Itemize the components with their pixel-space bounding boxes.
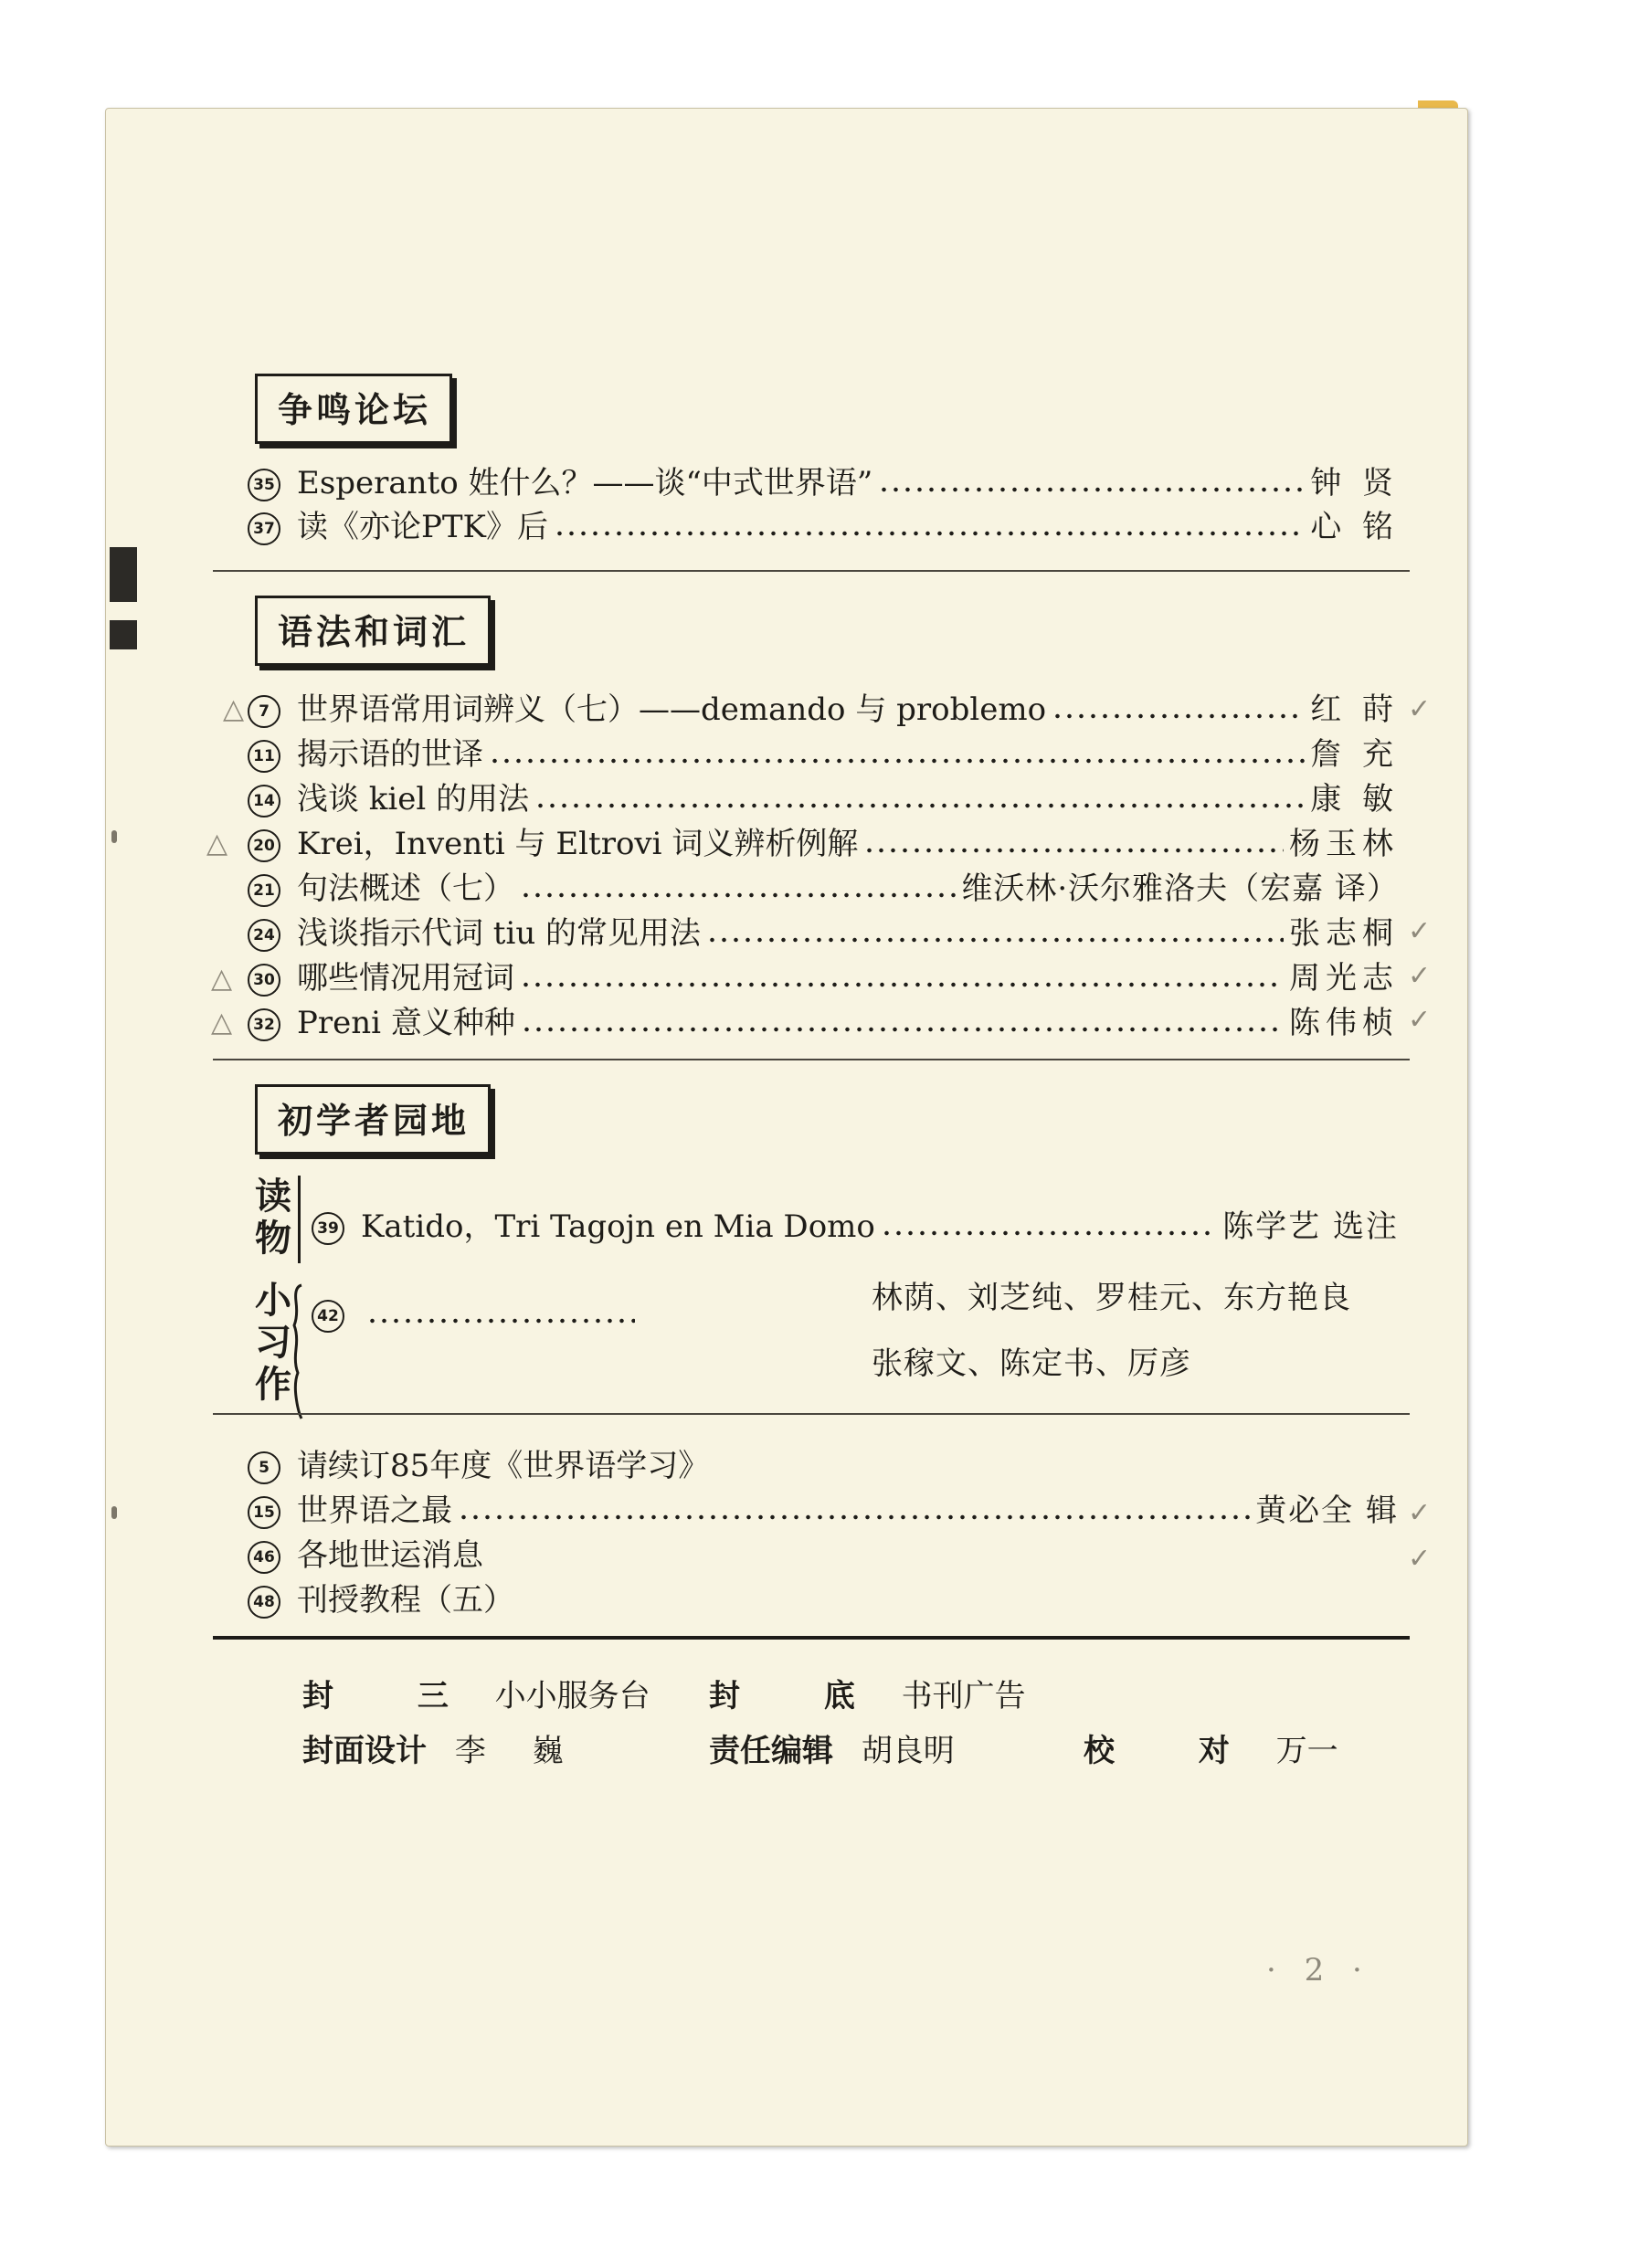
credit-cover3	[302, 1671, 650, 1715]
credit-label: 封 底	[709, 1678, 892, 1714]
toc-entry[interactable]	[248, 774, 1399, 818]
page-number-badge: 7	[248, 695, 280, 728]
page-number-badge: 42	[312, 1300, 344, 1333]
credit-value: 书刊广告	[901, 1678, 1026, 1714]
credit-value: 李 巍	[454, 1733, 582, 1769]
toc-entry[interactable]	[248, 729, 1399, 773]
pencil-mark: ✓	[1408, 1497, 1432, 1529]
entry-author: 黄必全 辑	[1255, 1493, 1399, 1529]
pencil-mark: ✓	[1408, 1004, 1432, 1036]
writing-authors-line: 林荫、刘芝纯、罗桂元、东方艳良	[872, 1280, 1351, 1316]
toc-entry[interactable]	[248, 501, 1399, 545]
toc-entry[interactable]	[248, 458, 1399, 501]
entry-author: 钟 贤	[1310, 465, 1399, 501]
writing-authors-line: 张稼文、陈定书、厉彦	[872, 1345, 1191, 1382]
page-number: · 2 ·	[1266, 1952, 1371, 1988]
pencil-mark: △	[223, 693, 245, 725]
pencil-mark: ✓	[1408, 960, 1432, 992]
leader-dots	[881, 1229, 1217, 1237]
page-number-badge: 39	[312, 1212, 344, 1245]
section-heading-grammar: 语法和词汇	[255, 596, 491, 666]
credit-value: 小小服务台	[494, 1678, 650, 1714]
toc-entry[interactable]	[312, 1303, 640, 1347]
toc-entry[interactable]	[248, 863, 1399, 907]
toc-entry[interactable]	[248, 684, 1399, 728]
leader-dots	[458, 1514, 1250, 1521]
toc-entry[interactable]	[248, 1485, 1399, 1529]
pencil-mark: ✓	[1408, 915, 1432, 947]
entry-title: 读《亦论PTK》后	[297, 509, 548, 545]
pencil-mark: △	[206, 828, 228, 860]
entry-title: Esperanto 姓什么？——谈“中式世界语”	[297, 465, 873, 501]
section-divider	[213, 570, 1410, 572]
leader-dots	[489, 757, 1305, 765]
leader-dots	[534, 802, 1305, 809]
credit-editor	[709, 1725, 955, 1770]
leader-dots	[1052, 712, 1305, 720]
entry-author: 杨玉林	[1289, 826, 1399, 862]
page-number-badge: 30	[248, 964, 280, 997]
section-heading-beginners: 初学者园地	[255, 1084, 491, 1155]
toc-entry[interactable]	[248, 1575, 1399, 1619]
writing-label: 小习作	[255, 1280, 291, 1406]
entry-title: 世界语之最	[297, 1493, 452, 1529]
credit-value: 胡良明	[861, 1733, 955, 1769]
pencil-mark: △	[211, 1007, 233, 1039]
leader-dots	[366, 1317, 635, 1324]
page-number-badge: 37	[248, 512, 280, 545]
leader-dots	[520, 981, 1284, 988]
section-heading-debate: 争鸣论坛	[255, 374, 452, 444]
contents-page	[105, 108, 1468, 2147]
toc-entry[interactable]	[248, 1440, 1399, 1484]
toc-entry[interactable]	[248, 953, 1399, 997]
page-number-badge: 21	[248, 874, 280, 907]
entry-title: Katido，Tri Tagojn en Mia Domo	[361, 1208, 875, 1245]
leader-dots	[878, 486, 1305, 493]
reading-bracket	[298, 1176, 301, 1263]
entry-title: 揭示语的世译	[297, 736, 483, 773]
page-number-badge: 20	[248, 829, 280, 862]
entry-title: 浅谈指示代词 tiu 的常见用法	[297, 915, 702, 952]
credits-divider	[213, 1636, 1410, 1640]
entry-author: 心 铭	[1310, 509, 1399, 545]
edge-print-mark	[110, 547, 137, 602]
entry-title: 哪些情况用冠词	[297, 960, 514, 997]
entry-author: 张志桐	[1289, 915, 1399, 952]
credit-label: 责任编辑	[709, 1733, 833, 1769]
reading-label: 读物	[255, 1176, 291, 1260]
entry-author: 周光志	[1289, 960, 1399, 997]
credit-label: 封 三	[302, 1678, 485, 1714]
entry-author: 红 莳	[1310, 691, 1399, 728]
leader-dots	[520, 891, 956, 899]
page-number-badge: 35	[248, 469, 280, 501]
entry-title: Krei，Inventi 与 Eltrovi 词义辨析例解	[297, 826, 859, 862]
pencil-mark: ✓	[1408, 693, 1432, 725]
brace-icon	[291, 1283, 305, 1420]
page-number-badge: 48	[248, 1586, 280, 1619]
binding-hole	[111, 830, 117, 843]
binding-hole	[111, 1506, 117, 1519]
pencil-mark: ✓	[1408, 1543, 1432, 1575]
page-number-badge: 5	[248, 1451, 280, 1484]
toc-entry[interactable]	[248, 818, 1399, 862]
credit-back-cover	[709, 1671, 1026, 1715]
page-number-badge: 46	[248, 1541, 280, 1574]
entry-author: 陈学艺 选注	[1222, 1208, 1399, 1245]
section-divider	[213, 1413, 1410, 1415]
page-number-badge: 14	[248, 785, 280, 818]
page-number-badge: 15	[248, 1496, 280, 1529]
pencil-mark: △	[211, 963, 233, 995]
toc-entry[interactable]	[312, 1201, 1399, 1245]
page-number-badge: 32	[248, 1008, 280, 1041]
entry-title: 刊授教程（五）	[297, 1582, 514, 1619]
credit-value: 万一	[1275, 1733, 1338, 1769]
entry-title: 句法概述（七）	[297, 870, 514, 907]
section-divider	[213, 1059, 1410, 1060]
leader-dots	[863, 847, 1284, 854]
entry-title: 世界语常用词辨义（七）——demando 与 problemo	[297, 691, 1047, 728]
entry-author: 詹 充	[1310, 736, 1399, 773]
entry-title: Preni 意义种种	[297, 1005, 515, 1041]
edge-print-mark	[110, 620, 137, 649]
toc-entry[interactable]	[248, 997, 1399, 1041]
entry-title: 浅谈 kiel 的用法	[297, 781, 530, 818]
leader-dots	[706, 936, 1284, 944]
leader-dots	[521, 1026, 1284, 1033]
entry-author: 陈伟桢	[1289, 1005, 1399, 1041]
page-number-badge: 24	[248, 919, 280, 952]
toc-entry[interactable]	[248, 908, 1399, 952]
credit-label: 校 对	[1084, 1733, 1266, 1769]
credit-cover-design	[302, 1725, 582, 1770]
entry-author: 康 敏	[1310, 781, 1399, 818]
entry-author: 维沃林·沃尔雅洛夫（宏嘉 译）	[961, 870, 1399, 907]
credit-label: 封面设计	[302, 1733, 427, 1769]
leader-dots	[554, 530, 1305, 537]
entry-title: 请续订85年度《世界语学习》	[297, 1448, 710, 1484]
page-number-badge: 11	[248, 740, 280, 773]
entry-title: 各地世运消息	[297, 1537, 483, 1574]
credit-proofreader	[1084, 1725, 1338, 1770]
toc-entry[interactable]	[248, 1530, 1399, 1574]
